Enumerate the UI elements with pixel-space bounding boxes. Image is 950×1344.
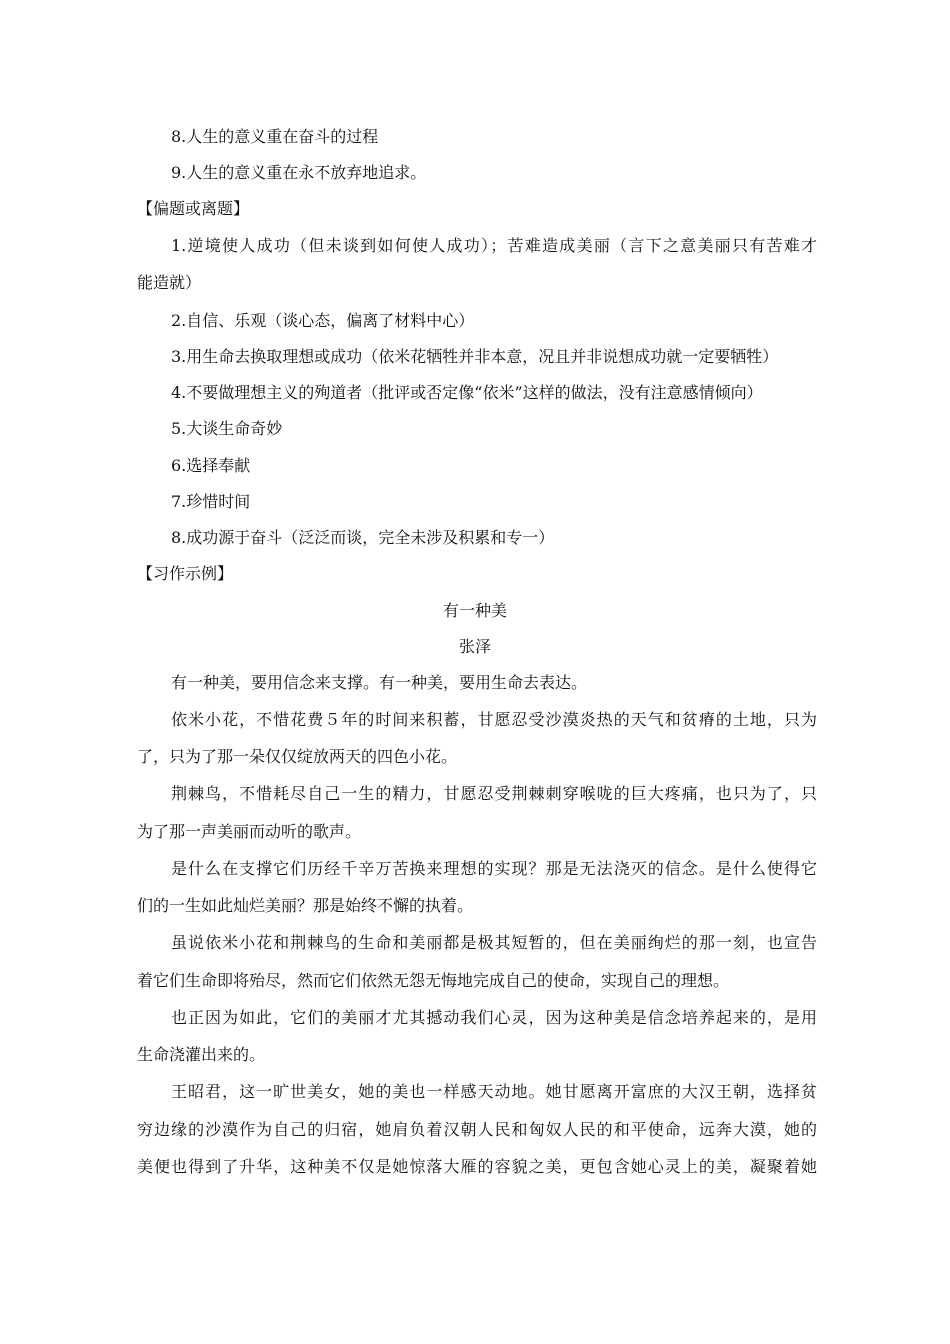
essay-paragraph-6-line1: 也正因为如此，它们的美丽才尤其撼动我们心灵，因为这种美是信念培养起来的，是用 [171, 1008, 817, 1027]
essay-paragraph-5-line1: 虽说依米小花和荆棘鸟的生命和美丽都是极其短暂的，但在美丽绚烂的那一刻，也宣告 [171, 933, 817, 952]
off-topic-item-1-line2: 能造就） [137, 273, 202, 292]
off-topic-item-1-line1: 1.逆境使人成功（但未谈到如何使人成功）；苦难造成美丽（言下之意美丽只有苦难才 [171, 236, 817, 255]
essay-paragraph-5-line2: 着它们生命即将殆尽，然而它们依然无怨无悔地完成自己的使命，实现自己的理想。 [137, 971, 730, 990]
off-topic-item-5: 5.大谈生命奇妙 [171, 419, 283, 438]
off-topic-item-2: 2.自信、乐观（谈心态，偏离了材料中心） [171, 311, 475, 330]
essay-paragraph-7-line2: 穷边缘的沙漠作为自己的归宿，她肩负着汉朝人民和匈奴人民的和平使命，远奔大漠，她的 [137, 1120, 817, 1139]
essay-paragraph-2-line2: 了，只为了那一朵仅仅绽放两天的四色小花。 [137, 747, 458, 766]
list-item-8: 8.人生的意义重在奋斗的过程 [171, 127, 379, 146]
off-topic-item-7: 7.珍惜时间 [171, 492, 251, 511]
essay-paragraph-7-line3: 美便也得到了升华，这种美不仅是她惊落大雁的容貌之美，更包含她心灵上的美，凝聚着她 [137, 1157, 817, 1176]
essay-paragraph-4-line2: 们的一生如此灿烂美丽？那是始终不懈的执着。 [137, 896, 474, 915]
off-topic-item-8: 8.成功源于奋斗（泛泛而谈，完全未涉及积累和专一） [171, 528, 555, 547]
essay-author: 张泽 [458, 637, 491, 656]
section-heading-off-topic: 【偏题或离题】 [137, 199, 250, 218]
list-item-9: 9.人生的意义重在永不放弃地追求。 [171, 163, 427, 182]
off-topic-item-4: 4.不要做理想主义的殉道者（批评或否定像“依米”这样的做法，没有注意感情倾向） [171, 383, 763, 402]
essay-paragraph-1: 有一种美，要用信念来支撑。有一种美，要用生命去表达。 [171, 673, 588, 692]
section-heading-sample: 【习作示例】 [137, 564, 234, 583]
essay-paragraph-2-line1: 依米小花，不惜花费５年的时间来积蓄，甘愿忍受沙漠炎热的天气和贫瘠的土地，只为 [171, 710, 817, 729]
off-topic-item-6: 6.选择奉献 [171, 456, 251, 475]
off-topic-item-3: 3.用生命去换取理想或成功（依米花牺牲并非本意，况且并非说想成功就一定要牺牲） [171, 347, 779, 366]
essay-paragraph-3-line1: 荆棘鸟，不惜耗尽自己一生的精力，甘愿忍受荆棘刺穿喉咙的巨大疼痛，也只为了，只 [171, 784, 817, 803]
essay-title: 有一种美 [442, 601, 507, 620]
essay-paragraph-3-line2: 为了那一声美丽而动听的歌声。 [137, 822, 362, 841]
essay-paragraph-6-line2: 生命浇灌出来的。 [137, 1045, 266, 1064]
essay-paragraph-4-line1: 是什么在支撑它们历经千辛万苦换来理想的实现？那是无法浇灭的信念。是什么使得它 [171, 859, 817, 878]
essay-paragraph-7-line1: 王昭君，这一旷世美女，她的美也一样感天动地。她甘愿离开富庶的大汉王朝，选择贫 [171, 1082, 817, 1101]
